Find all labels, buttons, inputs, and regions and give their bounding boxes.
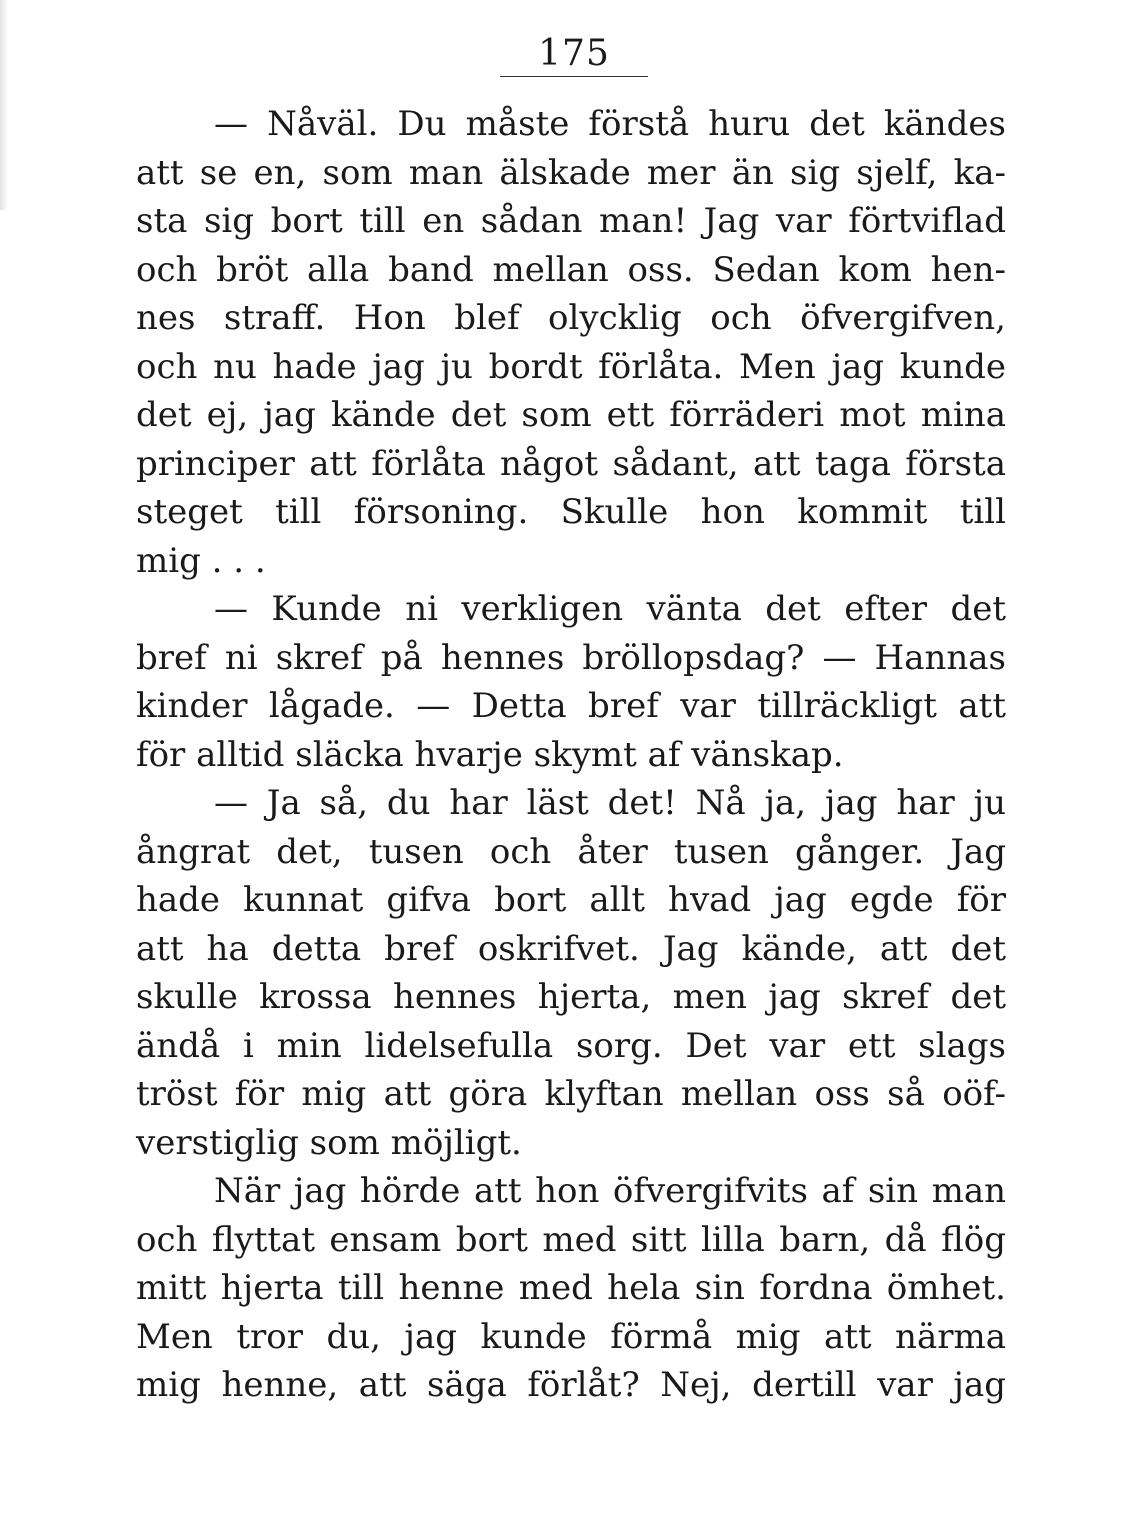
text-line: — Ja så, du har läst det! Nå ja, jag har ju xyxy=(214,783,1006,823)
text-line: skulle krossa hennes hjerta, men jag skref det xyxy=(136,977,1006,1017)
text-line: — Nåväl. Du måste förstå huru det kändes xyxy=(214,104,1006,144)
text-line: för alltid släcka hvarje skymt af vänskap. xyxy=(136,734,844,775)
text-line: att ha detta bref oskrifvet. Jag kände, att det xyxy=(136,928,1006,969)
text-line: mitt hjerta till henne med hela sin fordna ömhet. xyxy=(136,1268,1006,1308)
text-line: steget till försoning. Skulle hon kommit till xyxy=(136,492,1006,532)
text-line: verstiglig som möjligt. xyxy=(136,1122,522,1163)
text-line: att se en, som man älskade mer än sig sjelf, ka- xyxy=(136,152,1006,193)
text-line: sta sig bort till en sådan man! Jag var förtviflad xyxy=(136,201,1006,241)
page-number: 175 xyxy=(538,33,610,74)
text-line: det ej, jag kände det som ett förräderi mot mina xyxy=(136,395,1006,435)
text-line: hade kunnat gifva bort allt hvad jag egde för xyxy=(136,880,1006,920)
text-line: och nu hade jag ju bordt förlåta. Men jag kunde xyxy=(136,346,1006,387)
text-line: — Kunde ni verkligen vänta det efter det xyxy=(214,589,1006,629)
text-line: mig henne, att säga förlåt? Nej, dertill var jag xyxy=(136,1365,1006,1405)
text-line: Men tror du, jag kunde förmå mig att närma xyxy=(136,1316,1006,1357)
text-line: principer att förlåta något sådant, att taga första xyxy=(136,443,1006,484)
text-line: och bröt alla band mellan oss. Sedan kom hen- xyxy=(136,249,1006,290)
text-line: ändå i min lidelsefulla sorg. Det var ett slags xyxy=(136,1025,1006,1066)
text-line: När jag hörde att hon öfvergifvits af sin man xyxy=(214,1171,1006,1211)
text-line: tröst för mig att göra klyftan mellan oss så oöf- xyxy=(136,1074,1006,1114)
text-line: kinder lågade. — Detta bref var tillräckligt att xyxy=(136,686,1006,726)
page-number-rule xyxy=(500,76,648,77)
text-line: nes straff. Hon blef olycklig och öfvergifven, xyxy=(136,298,1006,338)
text-line: bref ni skref på hennes bröllopsdag? — Hannas xyxy=(136,637,1006,678)
text-line: och flyttat ensam bort med sitt lilla barn, då flög xyxy=(136,1219,1006,1260)
body-text xyxy=(136,100,1006,1410)
text-line: mig . . . xyxy=(136,540,266,581)
page-edge-shadow xyxy=(0,0,8,210)
text-line: ångrat det, tusen och åter tusen gånger. Jag xyxy=(136,831,1006,872)
